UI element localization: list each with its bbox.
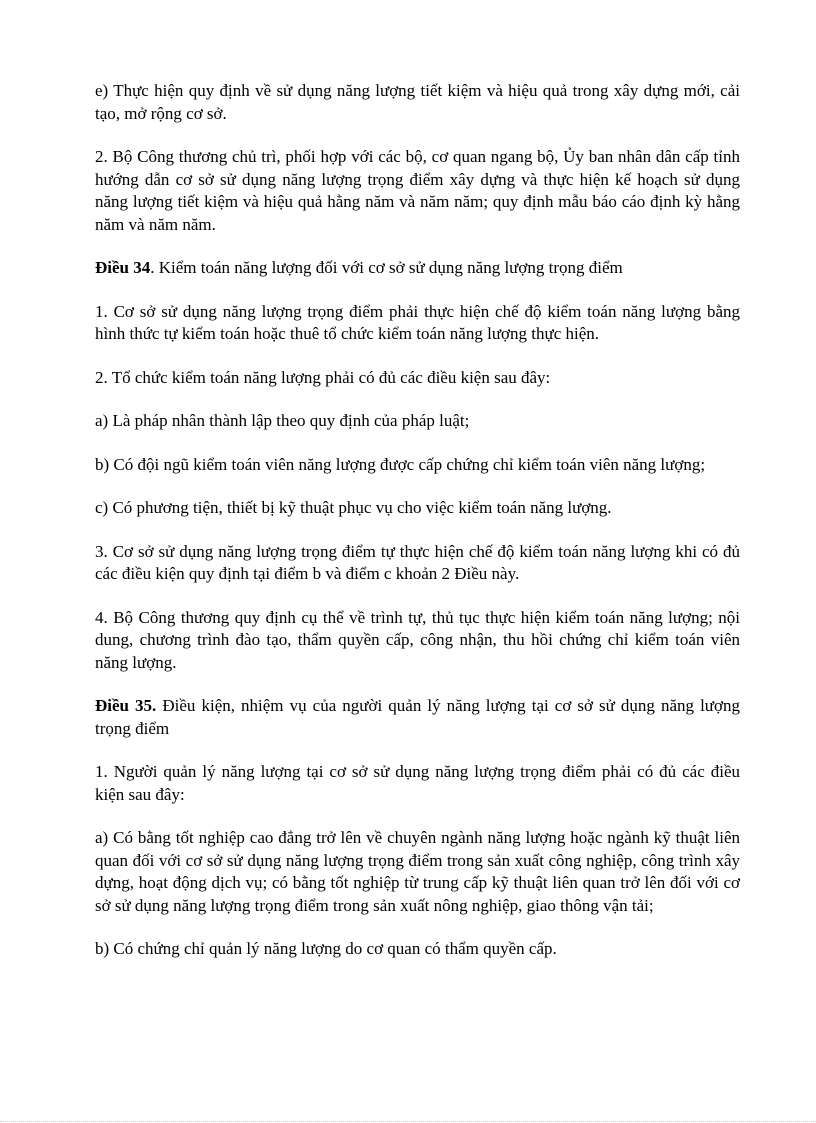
article-34-heading [95,257,740,280]
article-number: Điều 34 [95,258,151,277]
article-title: Điều kiện, nhiệm vụ của người quản lý năng lượng tại cơ sở sử dụng năng lượng trọng điểm [95,696,741,738]
paragraph-7 [95,454,740,477]
paragraph-14 [95,938,740,961]
paragraph-10 [95,607,740,675]
paragraph-text: 4. Bộ Công thương quy định cụ thể về trình tự, thủ tục thực hiện kiểm toán năng lượng; nội dung, chương trình đào tạo, thẩm quyền cấp, công nhận, thu hồi chứng chỉ kiểm toán viên năng lượng. [95,607,740,672]
paragraph-9 [95,541,740,586]
document-page [95,80,740,982]
paragraph-5 [95,367,740,390]
paragraph-text: e) Thực hiện quy định về sử dụng năng lượng tiết kiệm và hiệu quả trong xây dựng mới, cải tạo, mở rộng cơ sở. [95,81,740,123]
page-bottom-divider [0,1121,816,1122]
article-title: . Kiểm toán năng lượng đối với cơ sở sử dụng năng lượng trọng điểm [150,258,623,277]
paragraph-text: b) Có chứng chỉ quản lý năng lượng do cơ quan có thẩm quyền cấp. [95,939,557,958]
paragraph-text: 1. Người quản lý năng lượng tại cơ sở sử dụng năng lượng trọng điểm phải có đủ các điều kiện sau đây: [95,762,740,804]
paragraph-text: 3. Cơ sở sử dụng năng lượng trọng điểm tự thực hiện chế độ kiểm toán năng lượng khi có đủ các điều kiện quy định tại điểm b và điểm c khoản 2 Điều này. [95,541,740,583]
paragraph-text: a) Là pháp nhân thành lập theo quy định của pháp luật; [95,411,470,430]
paragraph-12 [95,761,740,806]
article-number: Điều 35. [95,696,157,715]
paragraph-1 [95,80,740,125]
paragraph-2 [95,146,740,236]
paragraph-text: a) Có bằng tốt nghiệp cao đẳng trở lên về chuyên ngành năng lượng hoặc ngành kỹ thuật liên quan đối với cơ sở sử dụng năng lượng trọng điểm trong sản xuất công nghiệp, công trình xây dựng, hoạt động dịch vụ; có bằng tốt nghiệp từ trung cấp kỹ thuật liên quan trở lên đối với cơ sở sử dụng năng lượng trọng điểm trong sản xuất nông nghiệp, giao thông vận tải; [95,828,740,915]
paragraph-text: 1. Cơ sở sử dụng năng lượng trọng điểm phải thực hiện chế độ kiểm toán năng lượng bằng hình thức tự kiểm toán hoặc thuê tổ chức kiểm toán năng lượng thực hiện. [95,301,740,343]
paragraph-text: 2. Bộ Công thương chủ trì, phối hợp với các bộ, cơ quan ngang bộ, Ủy ban nhân dân cấp tỉnh hướng dẫn cơ sở sử dụng năng lượng trọng điểm xây dựng và thực hiện kế hoạch sử dụng năng lượng tiết kiệm và hiệu quả hằng năm và năm năm; quy định mẫu báo cáo định kỳ hằng năm và năm năm. [95,147,740,234]
paragraph-text: 2. Tổ chức kiểm toán năng lượng phải có đủ các điều kiện sau đây: [95,367,551,387]
paragraph-text: c) Có phương tiện, thiết bị kỹ thuật phục vụ cho việc kiểm toán năng lượng. [95,498,612,517]
paragraph-13 [95,827,740,917]
paragraph-text: b) Có đội ngũ kiểm toán viên năng lượng được cấp chứng chỉ kiểm toán viên năng lượng; [95,454,706,474]
article-35-heading [95,695,740,740]
paragraph-6 [95,410,740,433]
paragraph-4 [95,301,740,346]
paragraph-8 [95,497,740,520]
